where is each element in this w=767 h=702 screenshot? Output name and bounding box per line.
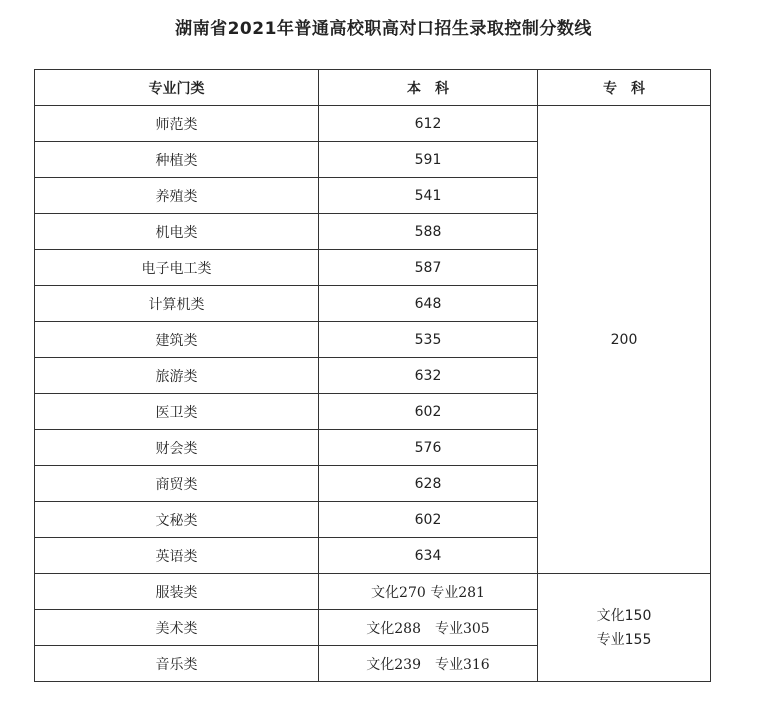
category-cell: 计算机类: [35, 286, 319, 322]
category-cell: 养殖类: [35, 178, 319, 214]
header-junior-college: 专 科: [538, 70, 711, 106]
undergrad-score-cell: 541: [319, 178, 538, 214]
table-row: [35, 574, 711, 610]
undergrad-score-cell: 535: [319, 322, 538, 358]
junior-college-arts-score-cell: [538, 574, 711, 682]
junior-college-score-cell: 200: [538, 106, 711, 574]
undergrad-score-cell: 576: [319, 430, 538, 466]
undergrad-score-cell: 588: [319, 214, 538, 250]
category-cell: 机电类: [35, 214, 319, 250]
undergrad-score-cell: 文化288 专业305: [319, 610, 538, 646]
undergrad-score-cell: 591: [319, 142, 538, 178]
undergrad-score-cell: 632: [319, 358, 538, 394]
undergrad-score-cell: 602: [319, 394, 538, 430]
undergrad-score-cell: 612: [319, 106, 538, 142]
junior-college-culture-score: 文化150: [596, 607, 652, 624]
category-cell: 美术类: [35, 610, 319, 646]
category-cell: 医卫类: [35, 394, 319, 430]
undergrad-score-cell: 634: [319, 538, 538, 574]
undergrad-score-cell: 602: [319, 502, 538, 538]
header-category: 专业门类: [35, 70, 319, 106]
category-cell: 种植类: [35, 142, 319, 178]
category-cell: 音乐类: [35, 646, 319, 682]
category-cell: 服装类: [35, 574, 319, 610]
undergrad-score-cell: 587: [319, 250, 538, 286]
category-cell: 建筑类: [35, 322, 319, 358]
header-undergrad: 本 科: [319, 70, 538, 106]
category-cell: 财会类: [35, 430, 319, 466]
category-cell: 电子电工类: [35, 250, 319, 286]
undergrad-score-cell: 628: [319, 466, 538, 502]
page-title: 湖南省2021年普通高校职高对口招生录取控制分数线: [175, 19, 592, 39]
category-cell: 文秘类: [35, 502, 319, 538]
category-cell: 师范类: [35, 106, 319, 142]
table-header-row: [35, 70, 711, 106]
category-cell: 英语类: [35, 538, 319, 574]
undergrad-score-cell: 文化270 专业281: [319, 574, 538, 610]
junior-college-major-score: 专业155: [596, 631, 652, 648]
score-table: [34, 69, 711, 682]
undergrad-score-cell: 文化239 专业316: [319, 646, 538, 682]
category-cell: 商贸类: [35, 466, 319, 502]
table-row: [35, 106, 711, 142]
undergrad-score-cell: 648: [319, 286, 538, 322]
category-cell: 旅游类: [35, 358, 319, 394]
